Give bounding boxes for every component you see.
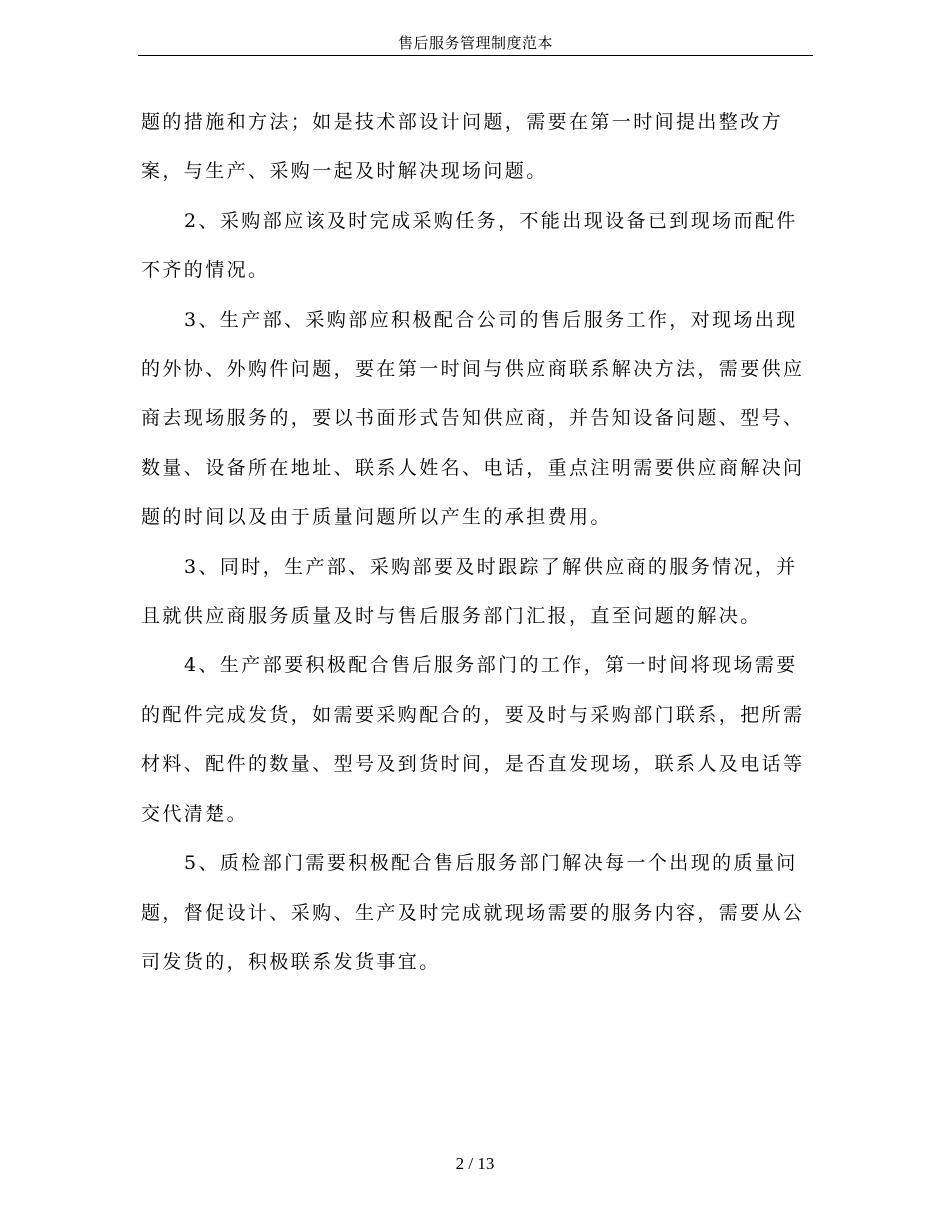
page-number: 2 / 13 xyxy=(455,1154,495,1173)
paragraph-item-3-supplier-coordination: 3、生产部、采购部应积极配合公司的售后服务工作，对现场出现的外协、外购件问题，要在第一时间与供应商联系解决方法，需要供应商去现场服务的，要以书面形式告知供应商，并告知设备问题、型号、数量、设备所在地址、联系人姓名、电话，重点注明需要供应商解决问题的时间以及由于质量问题所以产生的承担费用。 xyxy=(141,308,805,529)
paragraph-continuation: 题的措施和方法；如是技术部设计问题，需要在第一时间提出整改方案，与生产、采购一起及时解决现场问题。 xyxy=(141,111,784,183)
paragraph-item-4-production: 4、生产部要积极配合售后服务部门的工作，第一时间将现场需要的配件完成发货，如需要采购配合的，要及时与采购部门联系，把所需材料、配件的数量、型号及到货时间，是否直发现场，联系人及电话等交代清楚。 xyxy=(141,654,805,825)
paragraph-item-5-quality-inspection: 5、质检部门需要积极配合售后服务部门解决每一个出现的质量问题，督促设计、采购、生产及时完成就现场需要的服务内容，需要从公司发货的，积极联系发货事宜。 xyxy=(141,852,805,973)
header-divider xyxy=(138,55,813,56)
page-header-title: 售后服务管理制度范本 xyxy=(397,34,553,52)
paragraph-item-3-supplier-tracking: 3、同时，生产部、采购部要及时跟踪了解供应商的服务情况，并且就供应商服务质量及时与售后服务部门汇报，直至问题的解决。 xyxy=(141,555,798,628)
document-body xyxy=(141,98,813,987)
paragraph-item-2-purchasing: 2、采购部应该及时完成采购任务，不能出现设备已到现场而配件不齐的情况。 xyxy=(141,209,798,282)
